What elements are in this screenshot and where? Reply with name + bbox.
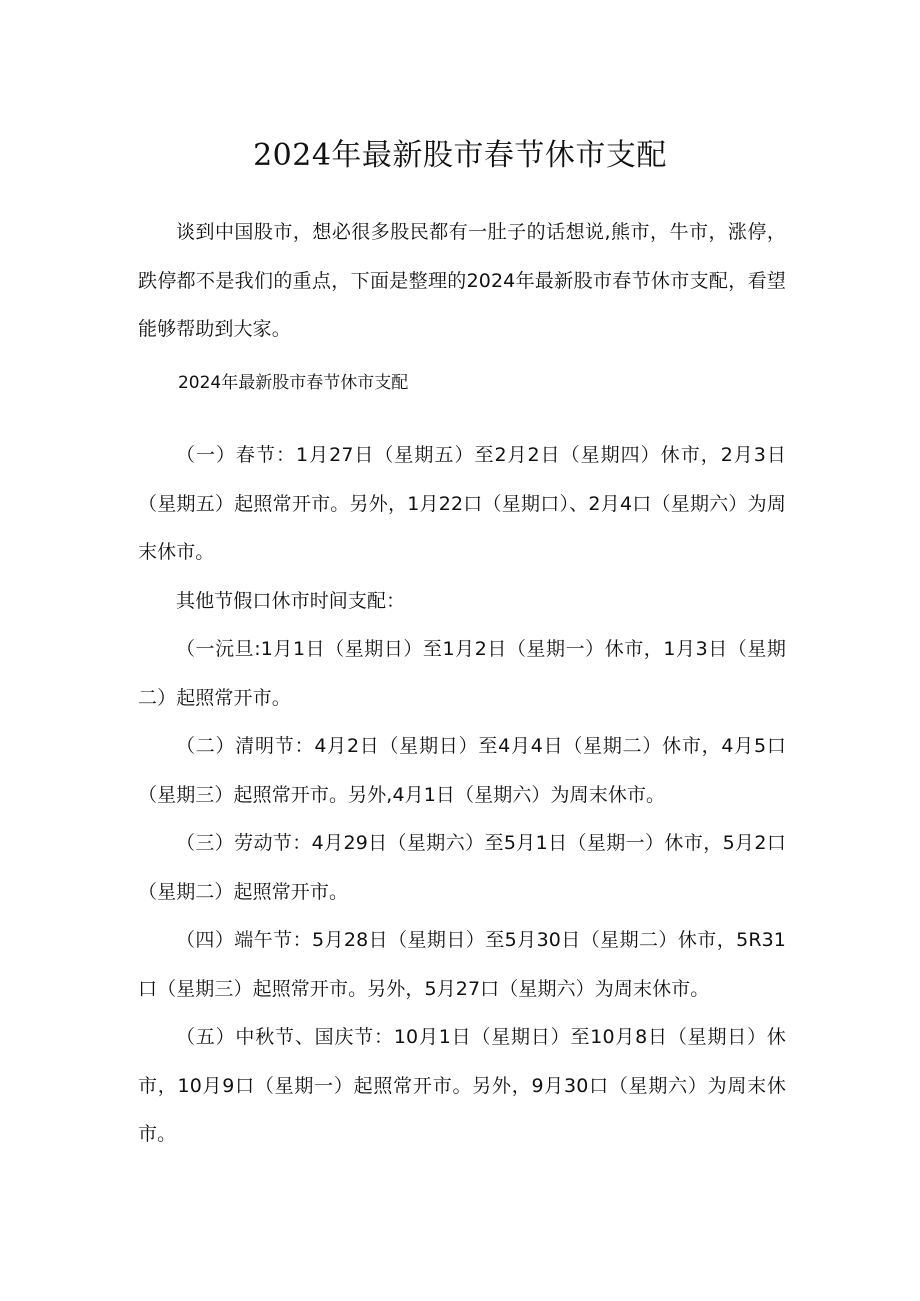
- document-title: 2024年最新股市春节休市支配: [253, 138, 667, 173]
- holiday-qingming: （二）清明节：4月2日（星期日）至4月4日（星期二）休市，4月5口（星期三）起照常开市。另外,4月1日（星期六）为周末休市。: [138, 735, 786, 806]
- other-holidays-heading: 其他节假口休市时间支配：: [176, 589, 406, 612]
- section-subheading: 2024年最新股市春节休市支配: [177, 372, 409, 393]
- document-body: [138, 208, 786, 1159]
- holiday-new-year: （一沅旦:1月1日（星期日）至1月2日（星期一）休市，1月3日（星期二）起照常开市。: [138, 638, 786, 709]
- spring-festival-paragraph: （一）春节：1月27日（星期五）至2月2日（星期四）休市，2月3日（星期五）起照常开市。另外，1月22口（星期口）、2月4口（星期六）为周末休市。: [138, 444, 786, 563]
- holiday-mid-autumn-national-day: （五）中秋节、国庆节：10月1日（星期日）至10月8日（星期日）休市，10月9口（星期一）起照常开市。另外，9月30口（星期六）为周末休市。: [138, 1026, 786, 1145]
- holiday-labor-day: （三）劳动节：4月29日（星期六）至5月1日（星期一）休市，5月2口（星期二）起照常开市。: [138, 832, 786, 903]
- intro-paragraph: 谈到中国股市，想必很多股民都有一肚子的话想说,熊市，牛市，涨停，跌停都不是我们的重点，下面是整理的2024年最新股市春节休市支配，看望能够帮助到大家。: [138, 221, 786, 340]
- spacer: [138, 407, 786, 431]
- holiday-dragon-boat: （四）端午节：5月28日（星期日）至5月30日（星期二）休市，5R31口（星期三）起照常开市。另外，5月27口（星期六）为周末休市。: [138, 929, 786, 1000]
